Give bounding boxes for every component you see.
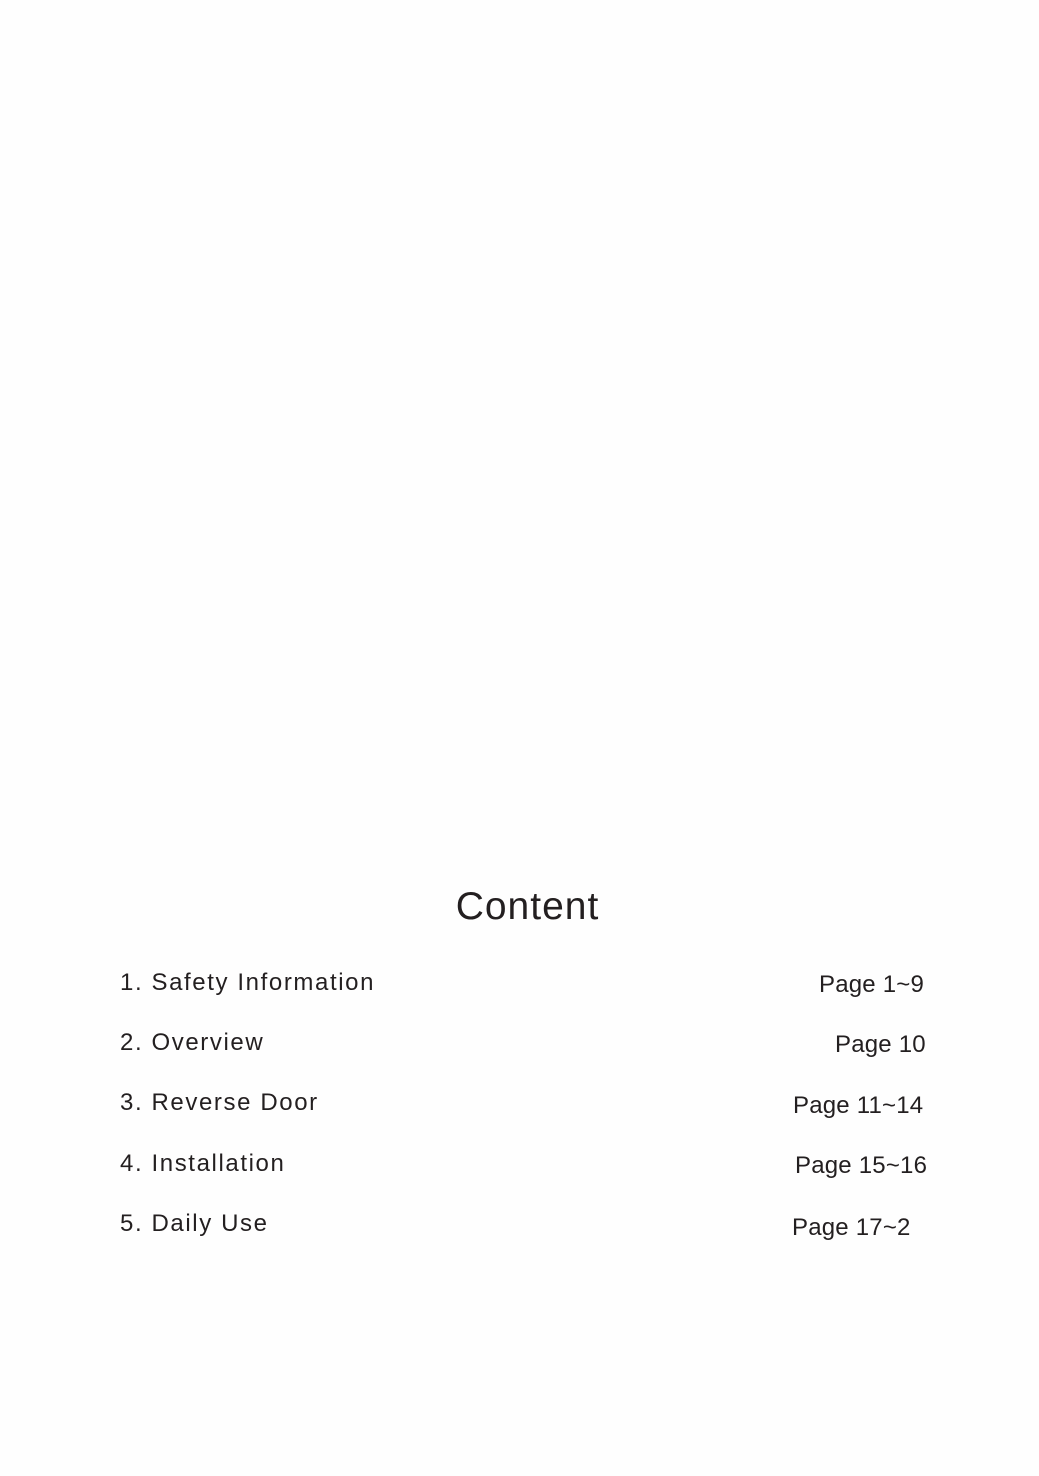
page-title: Content: [455, 885, 600, 928]
toc-page-installation: Page 15~16: [795, 1152, 928, 1179]
toc-page-daily-use: Page 17~2: [792, 1214, 911, 1241]
toc-entry-daily-use: 5. Daily Use: [120, 1210, 269, 1237]
toc-entry-reverse-door: 3. Reverse Door: [120, 1089, 319, 1116]
toc-page-overview: Page 10: [835, 1031, 926, 1058]
toc-entry-overview: 2. Overview: [120, 1029, 265, 1056]
toc-page-reverse-door: Page 11~14: [793, 1092, 924, 1119]
toc-entry-installation: 4. Installation: [120, 1150, 286, 1177]
toc-page-safety-information: Page 1~9: [819, 971, 925, 998]
toc-entry-safety-information: 1. Safety Information: [120, 969, 376, 996]
